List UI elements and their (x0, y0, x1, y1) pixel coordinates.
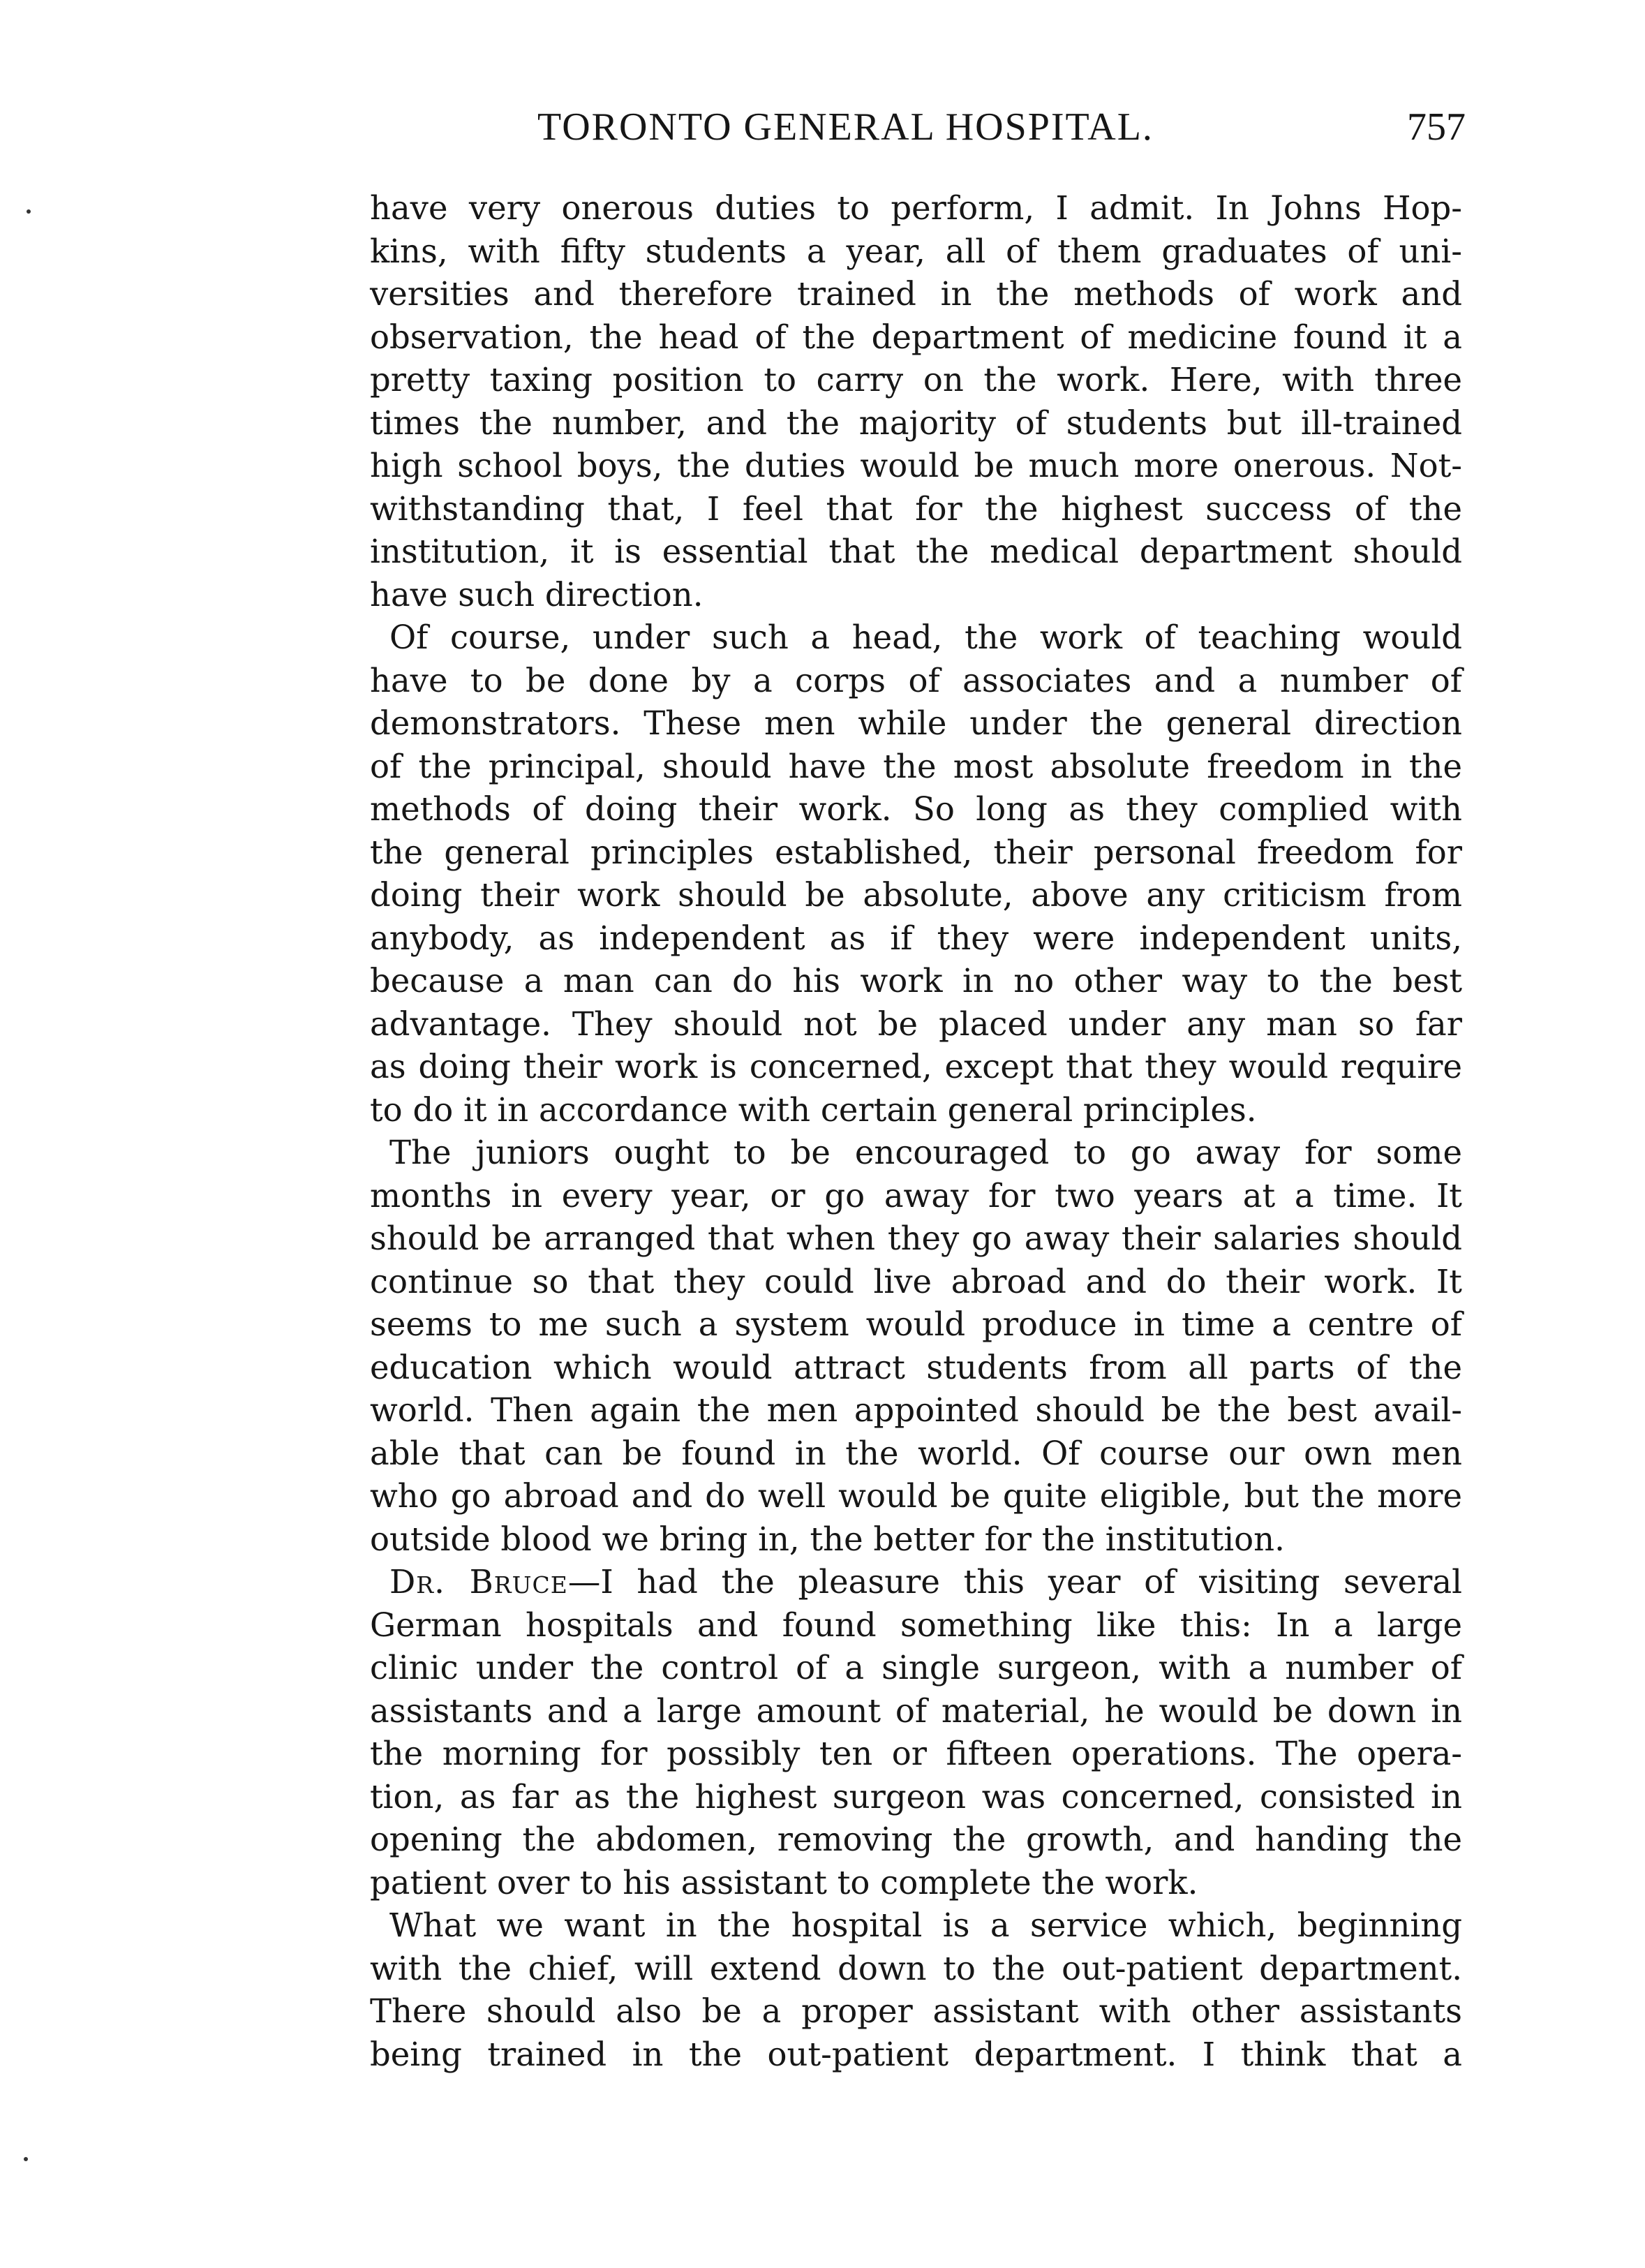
text-line: methods of doing their work. So long as they complied with (370, 790, 1462, 828)
running-head (370, 105, 1466, 168)
text-line: observation, the head of the department of medicine found it a (370, 318, 1462, 356)
text-line: patient over to his assistant to complete the work. (370, 1863, 1198, 1902)
text-line: advantage. They should not be placed under any man so far (370, 1005, 1462, 1043)
text-line: times the number, and the majority of students but ill-trained (370, 403, 1462, 442)
margin-mark (24, 2157, 28, 2161)
speaker-text: I had the pleasure this year of visiting several (600, 1563, 1462, 1601)
speaker-name: Dr. Bruce (389, 1563, 568, 1601)
text-line: Of course, under such a head, the work of teaching would (389, 618, 1462, 656)
text-line: institution, it is essential that the medical department should (370, 533, 1462, 570)
text-line-speaker: Dr. Bruce—I had the pleasure this year of visiting several (389, 1563, 1462, 1601)
text-line: high school boys, the duties would be much more onerous. Not- (370, 447, 1462, 484)
text-line: able that can be found in the world. Of course our own men (370, 1434, 1462, 1472)
text-line: the morning for possibly ten or fifteen operations. The opera- (370, 1735, 1462, 1772)
text-line: being trained in the out-patient department. I think that a (370, 2035, 1462, 2073)
text-line: What we want in the hospital is a service which, beginning (389, 1906, 1462, 1944)
text-line: have such direction. (370, 575, 704, 614)
text-line: opening the abdomen, removing the growth, and handing the (370, 1821, 1462, 1858)
text-line: world. Then again the men appointed should be the best avail- (370, 1391, 1462, 1429)
text-line: continue so that they could live abroad and do their work. It (370, 1262, 1462, 1300)
text-line: withstanding that, I feel that for the highest success of the (370, 489, 1462, 528)
page-number: 757 (1407, 105, 1466, 149)
text-line: who go abroad and do well would be quite eligible, but the more (370, 1477, 1462, 1515)
text-line: of the principal, should have the most absolute freedom in the (370, 747, 1462, 785)
text-line: months in every year, or go away for two years at a time. It (370, 1176, 1462, 1215)
text-line: versities and therefore trained in the methods of work and (370, 275, 1462, 313)
body-text (370, 187, 1462, 2076)
text-line: to do it in accordance with certain general principles. (370, 1090, 1257, 1129)
text-line: kins, with fifty students a year, all of them graduates of uni- (370, 232, 1462, 270)
text-line: clinic under the control of a single surgeon, with a number of (370, 1649, 1462, 1687)
margin-mark (27, 209, 31, 214)
text-line: The juniors ought to be encouraged to go away for some (389, 1134, 1462, 1171)
text-line: German hospitals and found something like this: In a large (370, 1606, 1462, 1644)
text-line: seems to me such a system would produce in time a centre of (370, 1305, 1462, 1343)
text-line: pretty taxing position to carry on the work. Here, with three (370, 361, 1462, 399)
text-line: should be arranged that when they go away their salaries should (370, 1220, 1462, 1257)
text-line: outside blood we bring in, the better for the institution. (370, 1520, 1285, 1558)
text-line: with the chief, will extend down to the out-patient department. (370, 1949, 1462, 1987)
text-line: doing their work should be absolute, above any criticism from (370, 876, 1462, 914)
text-line: have very onerous duties to perform, I admit. In Johns Hop- (370, 189, 1462, 227)
text-line: because a man can do his work in no other way to the best (370, 962, 1462, 1000)
running-title: TORONTO GENERAL HOSPITAL. (537, 105, 1154, 149)
text-line: anybody, as independent as if they were independent units, (370, 919, 1462, 957)
text-line: education which would attract students from all parts of the (370, 1348, 1462, 1386)
text-line: have to be done by a corps of associates and a number of (370, 661, 1462, 699)
text-line: There should also be a proper assistant with other assistants (370, 1992, 1462, 2030)
text-line: assistants and a large amount of material, he would be down in (370, 1691, 1462, 1730)
text-line: tion, as far as the highest surgeon was concerned, consisted in (370, 1777, 1462, 1816)
text-line: as doing their work is concerned, except that they would require (370, 1048, 1462, 1085)
text-line: demonstrators. These men while under the general direction (370, 704, 1462, 742)
text-line: the general principles established, their personal freedom for (370, 833, 1462, 871)
